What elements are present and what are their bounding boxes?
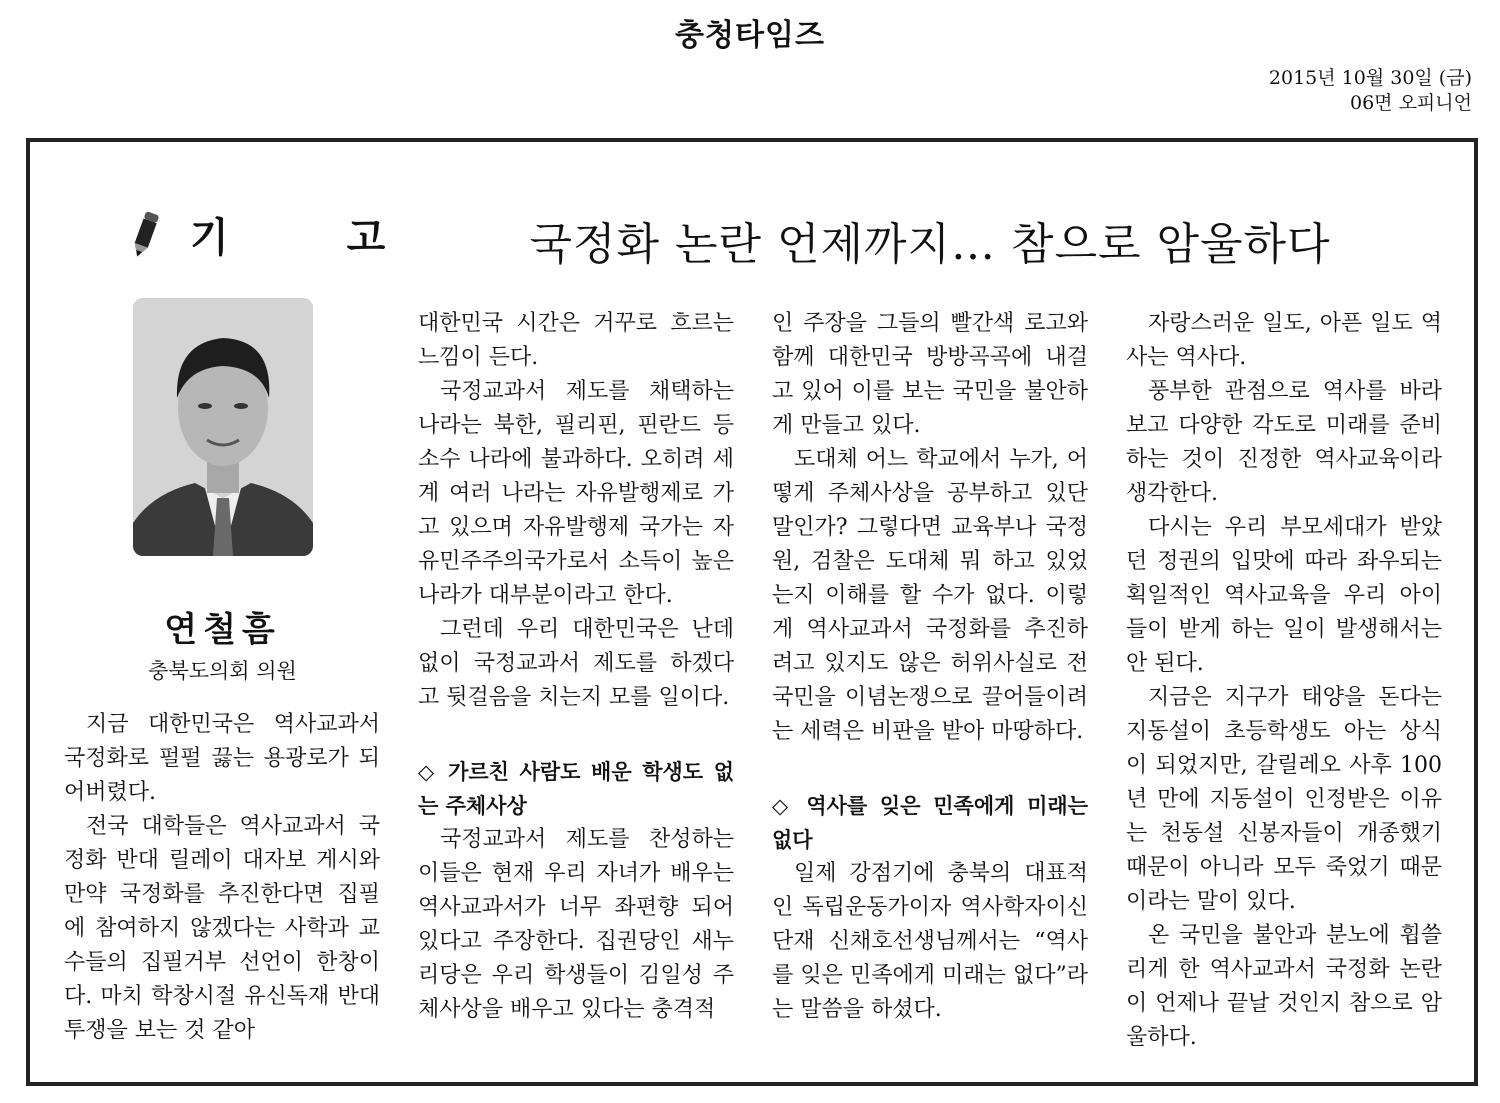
author-title: 충북도의회 의원 bbox=[148, 659, 297, 683]
paragraph: 풍부한 관점으로 역사를 바라보고 다양한 각도로 미래를 준비하는 것이 진정한 역사교육이라 생각한다. bbox=[1126, 379, 1442, 506]
author-photo bbox=[133, 298, 313, 556]
subheading: ◇ 역사를 잊은 민족에게 미래는 없다 bbox=[772, 794, 1088, 852]
contribution-label bbox=[130, 206, 437, 263]
article-column-2 bbox=[418, 307, 734, 1027]
paragraph: 지금은 지구가 태양을 돈다는 지동설이 초등학생도 아는 상식이 되었지만, 갈릴레오 사후 100년 만에 지동설이 인정받은 이유는 천동설 신봉자들이 개종했기 때문이 아니라 모두 죽었기 때문이라는 말이 있다. bbox=[1126, 685, 1442, 914]
publication-section: 06면 오피니언 bbox=[1350, 92, 1472, 114]
article-column-3 bbox=[772, 307, 1088, 1027]
paragraph: 그런데 우리 대한민국은 난데없이 국정교과서 제도를 하겠다고 뒷걸음을 치는지 모를 일이다. bbox=[418, 617, 734, 710]
paragraph: 도대체 어느 학교에서 누가, 어떻게 주체사상을 공부하고 있단 말인가? 그렇다면 교육부나 국정원, 검찰은 도대체 뭐 하고 있었는지 이해를 할 수가 없다. 이렇게 역사교과서 국정화를 추진하려고 있지도 않은 허위사실로 전 국민을 이념논쟁으로 끌어들이려는 세력은 비판을 받아 마땅하다. bbox=[772, 447, 1088, 744]
paragraph: 인 주장을 그들의 빨간색 로고와 함께 대한민국 방방곡곡에 내걸고 있어 이를 보는 국민을 불안하게 만들고 있다. bbox=[772, 311, 1088, 438]
pencil-icon bbox=[130, 210, 160, 260]
publication-date: 2015년 10월 30일 (금) bbox=[1268, 67, 1472, 89]
subheading: ◇ 가르친 사람도 배운 학생도 없는 주체사상 bbox=[418, 760, 734, 818]
paragraph: 다시는 우리 부모세대가 받았던 정권의 입맛에 따라 좌우되는 획일적인 역사교육을 우리 아이들이 받게 하는 일이 발생해서는 안 된다. bbox=[1126, 515, 1442, 676]
author-name: 연철흠 bbox=[164, 610, 281, 650]
paragraph: 국정교과서 제도를 찬성하는 이들은 현재 우리 자녀가 배우는 역사교과서가 너무 좌편향 되어 있다고 주장한다. 집권당인 새누리당은 우리 학생들이 김일성 주체사상을 배우고 있다는 충격적 bbox=[418, 827, 734, 1022]
newspaper-masthead: 충청타임즈 bbox=[675, 18, 825, 53]
paragraph: 자랑스러운 일도, 아픈 일도 역사는 역사다. bbox=[1126, 311, 1442, 370]
contribution-label-text: 기 고 bbox=[190, 215, 438, 261]
paragraph: 대한민국 시간은 거꾸로 흐르는 느낌이 든다. bbox=[418, 311, 734, 370]
paragraph: 지금 대한민국은 역사교과서 국정화로 펄펄 끓는 용광로가 되어버렸다. bbox=[64, 712, 380, 805]
paragraph: 일제 강점기에 충북의 대표적인 독립운동가이자 역사학자이신 단재 신채호선생님께서는 “역사를 잊은 민족에게 미래는 없다”라는 말씀을 하셨다. bbox=[772, 861, 1088, 1022]
paragraph: 온 국민을 불안과 분노에 휩쓸리게 한 역사교과서 국정화 논란이 언제나 끝날 것인지 참으로 암울하다. bbox=[1126, 923, 1442, 1050]
article-column-1 bbox=[64, 708, 380, 1048]
paragraph: 전국 대학들은 역사교과서 국정화 반대 릴레이 대자보 게시와 만약 국정화를 추진한다면 집필에 참여하지 않겠다는 사학과 교수들의 집필거부 선언이 한창이다. 마치 학창시절 유신독재 반대투쟁을 보는 것 같아 bbox=[64, 814, 380, 1043]
paragraph: 국정교과서 제도를 채택하는 나라는 북한, 필리핀, 핀란드 등 소수 나라에 불과하다. 오히려 세계 여러 나라는 자유발행제로 가고 있으며 자유발행제 국가는 자유민주주의국가로서 소득이 높은 나라가 대부분이라고 한다. bbox=[418, 379, 734, 608]
article-headline: 국정화 논란 언제까지… 참으로 암울하다 bbox=[529, 219, 1331, 270]
article-column-4 bbox=[1126, 307, 1442, 1055]
publication-info bbox=[1269, 66, 1472, 116]
